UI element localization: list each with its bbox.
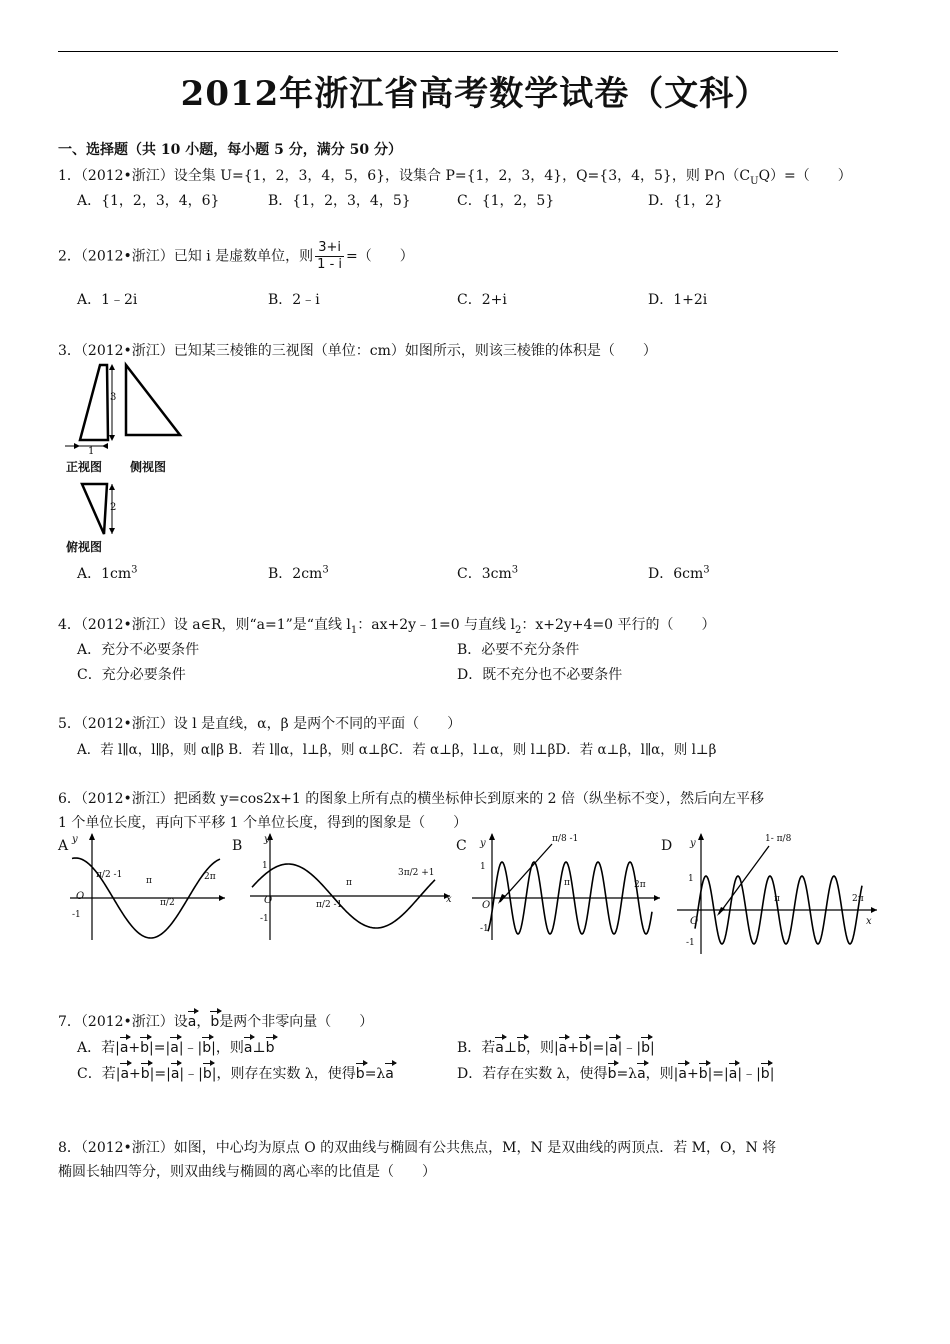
q6-c-neg-one: -1 — [480, 924, 489, 934]
section-heading: 一、选择题（共 10 小题，每小题 5 分，满分 50 分） — [58, 142, 402, 158]
q6-d-origin: O — [690, 916, 699, 927]
q2-option-c: C．2+i — [457, 292, 507, 308]
q3-side-view-label: 侧视图 — [130, 460, 167, 474]
q1-option-b: B．{1，2，3，4，5} — [268, 193, 411, 209]
q6-a-y-label: y — [72, 834, 78, 845]
q2-option-b: B．2﹣i — [268, 292, 320, 308]
q6-a-y-arrow — [89, 833, 95, 840]
q3-front-view-label: 正视图 — [66, 460, 103, 474]
q6-c-pi: π — [564, 878, 570, 888]
q4-option-d: D．既不充分也不必要条件 — [457, 667, 623, 683]
q6-a-origin: O — [76, 891, 85, 902]
q6-option-d-letter: D — [661, 838, 673, 854]
q4-option-a: A．充分不必要条件 — [77, 642, 200, 658]
q6-b-origin: O — [264, 895, 273, 906]
q6-c-x-arrow — [654, 895, 660, 901]
header-rule — [58, 51, 838, 52]
q7-stem: 7．（2012•浙江）设a，b是两个非零向量（ ） — [58, 1010, 373, 1031]
q6-b-right-mark: 3π/2 +1 — [398, 868, 435, 878]
q6-d-callout: 1- π/8 — [765, 834, 792, 844]
q6-stem-line2: 1 个单位长度，再向下平移 1 个单位长度，得到的图象是（ ） — [58, 815, 468, 831]
q3-dim-height: 3 — [110, 392, 117, 403]
q6-d-two-pi: 2π — [852, 894, 864, 904]
q3-option-c: C．$3cm^3$ — [457, 564, 519, 582]
q6-option-a-letter: A — [58, 838, 69, 854]
q6-a-two-pi: 2π — [204, 872, 216, 882]
q6-a-pi: π — [146, 876, 152, 886]
q6-d-callout-arrow — [719, 846, 769, 914]
q1-option-a: A．{1，2，3，4，6} — [77, 193, 220, 209]
q6-d-neg-one: -1 — [686, 938, 695, 948]
q7-option-a: A．若|a+b|=|a|﹣|b|，则a⊥b — [77, 1036, 275, 1057]
q3-stem: 3．（2012•浙江）已知某三棱锥的三视图（单位：cm）如图所示，则该三棱锥的体积是（ ） — [58, 343, 657, 359]
q7-option-d: D．若存在实数 λ，使得b=λa，则|a+b|=|a|﹣|b| — [457, 1062, 774, 1083]
q6-d-pi: π — [774, 894, 780, 904]
q7-option-c: C．若|a+b|=|a|﹣|b|，则存在实数 λ，使得b=λa — [77, 1062, 394, 1083]
q5-stem: 5．（2012•浙江）设 l 是直线，α，β 是两个不同的平面（ ） — [58, 716, 462, 732]
q2-option-d: D．1+2i — [648, 292, 708, 308]
q6-b-left-mark: π/2 -1 — [316, 900, 343, 910]
q3-dim-depth: 2 — [110, 502, 117, 513]
q4-stem: 4．（2012•浙江）设 a∈R，则“a=1”是“直线 $l_1$：ax+2y﹣1=0 与直线 $l_2$：x+2y+4=0 平行的（ ） — [58, 617, 716, 636]
q3-option-a: A．$1cm^3$ — [77, 564, 138, 582]
q6-d-y-arrow — [698, 833, 704, 840]
q5-options: A．若 l∥α，l∥β，则 α∥β B．若 l∥α，l⊥β，则 α⊥βC．若 α⊥β，l⊥α，则 l⊥βD．若 α⊥β，l∥α，则 l⊥β — [77, 742, 717, 758]
q2-stem: 2．（2012•浙江）已知 i 是虚数单位，则 $\frac{3+i}{1 - i}$ =（ ） — [58, 240, 414, 272]
q8-stem-line2: 椭圆长轴四等分，则双曲线与椭圆的离心率的比值是（ ） — [58, 1164, 436, 1180]
q6-b-one: 1 — [262, 861, 268, 871]
q6-b-pi: π — [346, 878, 352, 888]
q6-c-callout: π/8 -1 — [552, 834, 579, 844]
q6-option-c-letter: C — [456, 838, 467, 854]
q6-option-b-letter: B — [232, 838, 243, 854]
q6-b-x-label: x — [446, 894, 452, 905]
q2-fraction: $\frac{3+i}{1 - i}$ — [317, 240, 343, 272]
q7-option-b: B．若a⊥b，则|a+b|=|a|﹣|b| — [457, 1036, 655, 1057]
q4-option-c: C．充分必要条件 — [77, 667, 186, 683]
q6-a-left-mark: π/2 -1 — [96, 870, 123, 880]
q2-option-a: A．1﹣2i — [77, 292, 138, 308]
q4-option-b: B．必要不充分条件 — [457, 642, 580, 658]
q6-c-one: 1 — [480, 862, 486, 872]
q3-top-view-label: 俯视图 — [66, 540, 103, 554]
q6-b-neg-one: -1 — [260, 914, 269, 924]
q6-c-y-label: y — [480, 838, 486, 849]
q6-a-neg-one: -1 — [72, 910, 81, 920]
q6-a-right-mark: π/2 — [160, 898, 175, 908]
q6-c-callout-arrowhead — [498, 894, 506, 904]
q6-b-y-label: y — [264, 834, 270, 845]
q3-option-d: D．$6cm^3$ — [648, 564, 710, 582]
q3-option-b: B．$2cm^3$ — [268, 564, 329, 582]
q6-c-origin: O — [482, 900, 491, 911]
q6-d-one: 1 — [688, 874, 694, 884]
q6-graph-b — [250, 832, 455, 942]
q6-stem-line1: 6．（2012•浙江）把函数 y=cos2x+1 的图象上所有点的横坐标伸长到原来的 2 倍（纵坐标不变），然后向左平移 — [58, 791, 765, 807]
page-title: 2012年浙江省高考数学试卷（文科） — [180, 74, 770, 114]
q6-graph-a — [70, 832, 230, 942]
q8-stem-line1: 8．（2012•浙江）如图，中心均为原点 O 的双曲线与椭圆有公共焦点，M，N 是双曲线的两顶点．若 M，O，N 将 — [58, 1140, 777, 1156]
q3-dim-width: 1 — [88, 446, 95, 457]
q6-a-x-arrow — [219, 895, 225, 901]
q6-d-y-label: y — [690, 838, 696, 849]
q1-option-c: C．{1，2，5} — [457, 193, 555, 209]
q1-stem: 1．（2012•浙江）设全集 U={1，2，3，4，5，6}，设集合 P={1，2，3，4}，Q={3，4，5}，则 $P\cap(C_UQ)=$（ ） — [58, 168, 852, 187]
q1-option-d: D．{1，2} — [648, 193, 723, 209]
q6-d-x-arrow — [871, 907, 877, 913]
q6-c-y-arrow — [489, 833, 495, 840]
q6-d-x-label: x — [866, 916, 872, 927]
q6-c-two-pi: 2π — [634, 880, 646, 890]
